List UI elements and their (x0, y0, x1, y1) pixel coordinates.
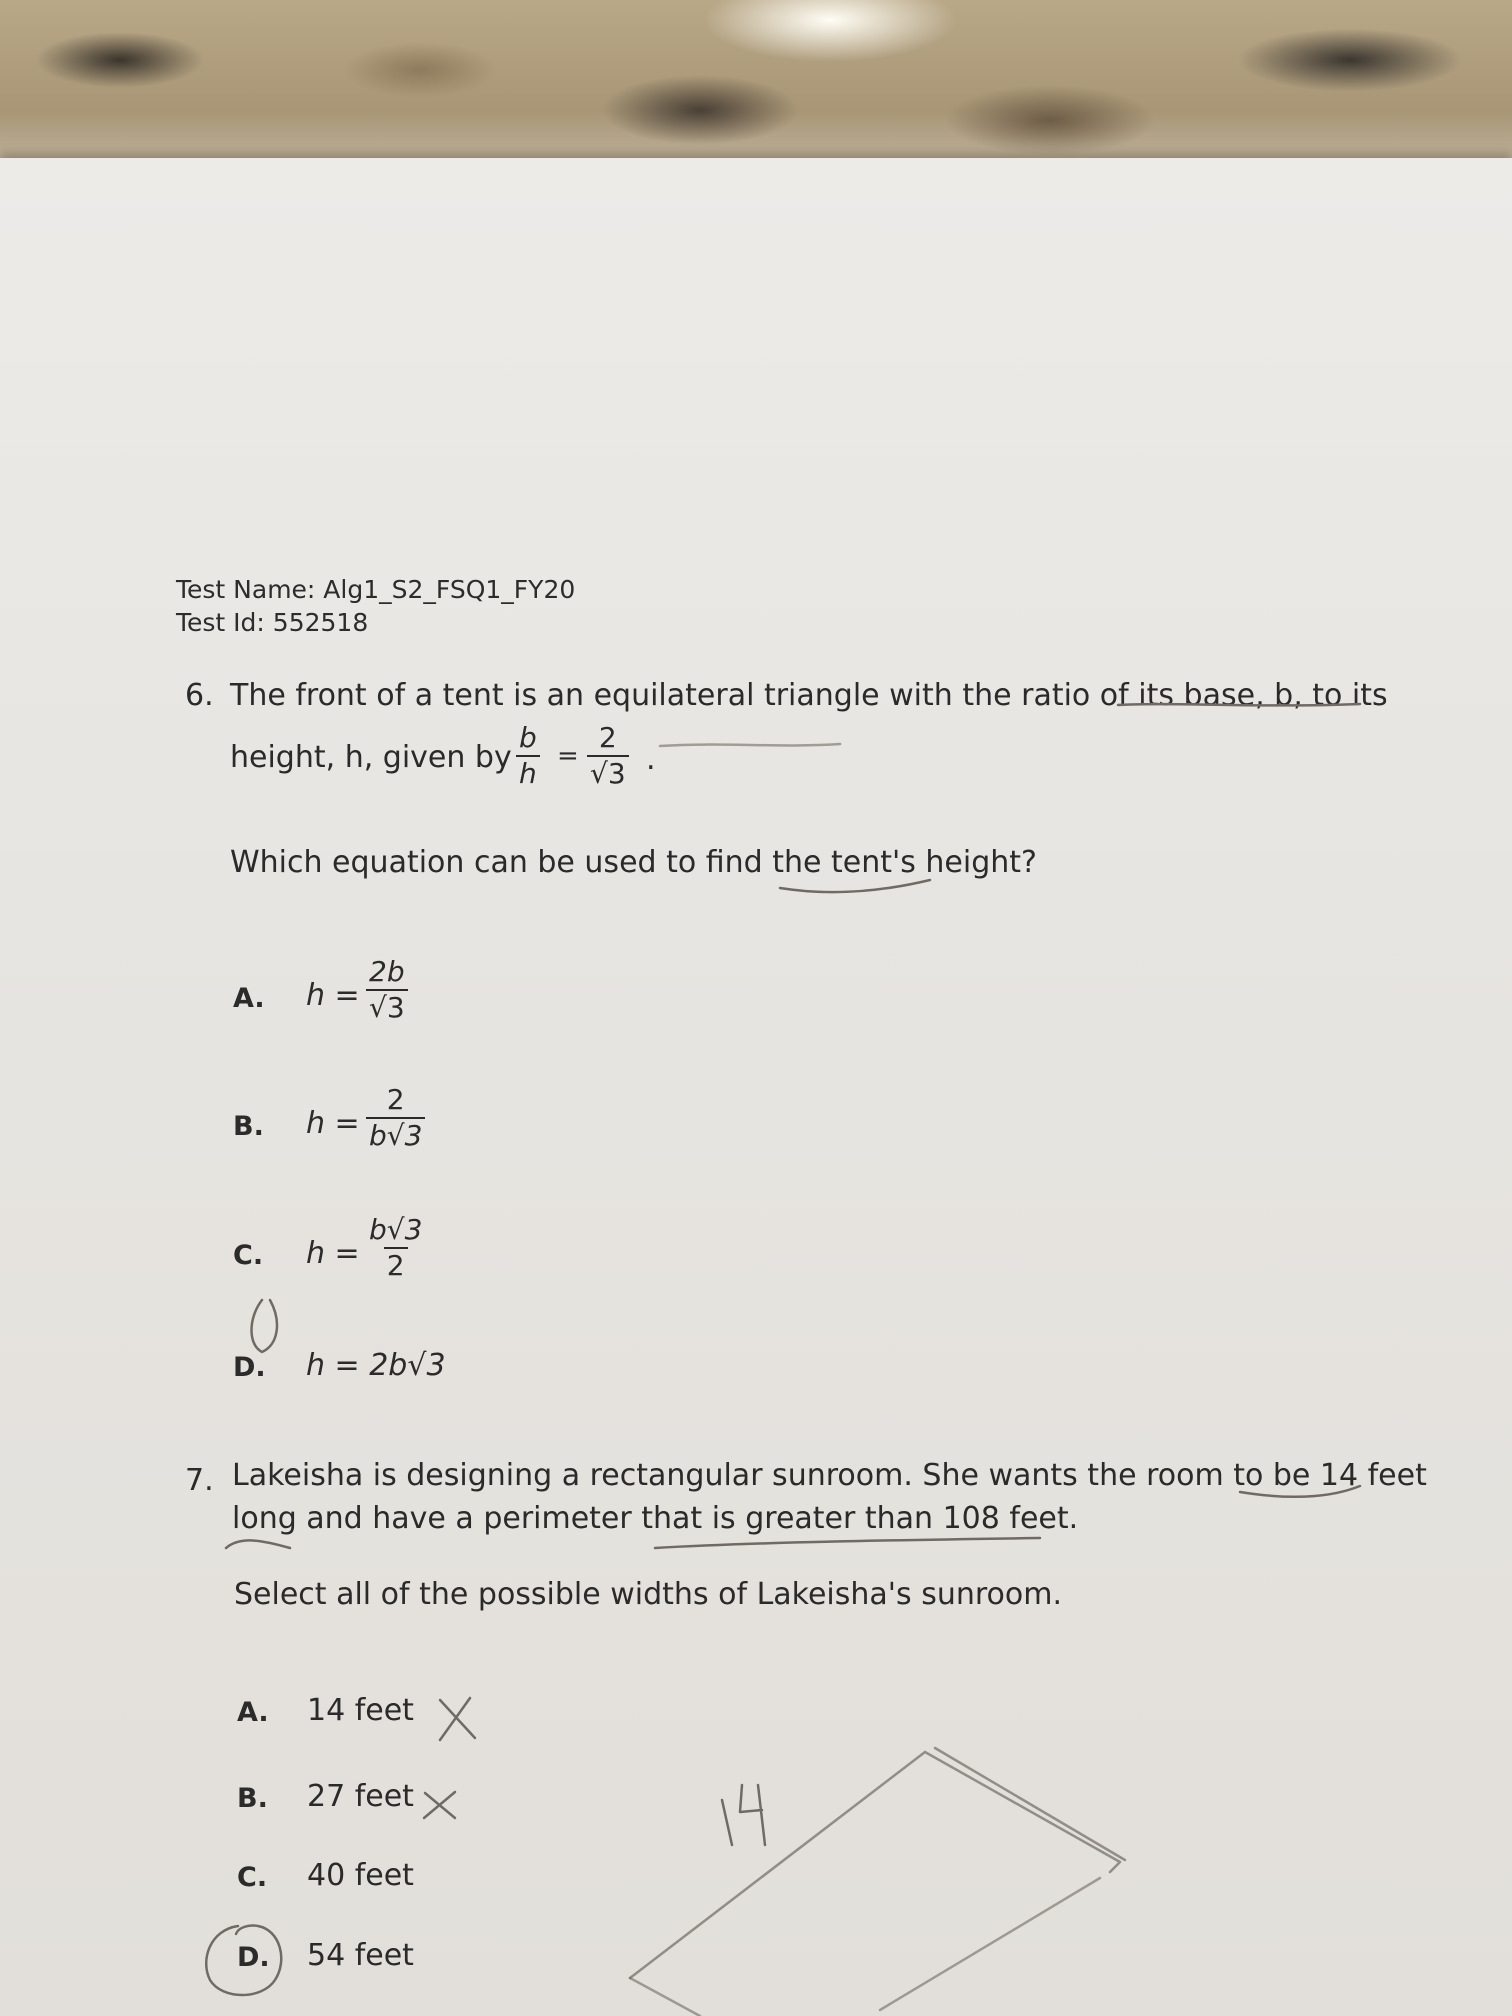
q7-choice-b-letter[interactable]: B. (237, 1783, 268, 1814)
q6-number: 6. (185, 678, 214, 713)
q6-line2-prefix: height, h, given by (230, 740, 512, 775)
x-mark-b (424, 1792, 455, 1818)
test-name: Test Name: Alg1_S2_FSQ1_FY20 (176, 575, 576, 604)
q7-prompt: Select all of the possible widths of Lakeisha's sunroom. (234, 1577, 1063, 1612)
q6-choice-d-letter[interactable]: D. (233, 1352, 266, 1383)
q7-line1: Lakeisha is designing a rectangular sunroom. She wants the room to be 14 feet (232, 1458, 1427, 1493)
q6-choice-a-num: 2b (369, 955, 405, 988)
q6-ratio-num: b (519, 721, 537, 754)
q6-rhs-num: 2 (598, 721, 617, 754)
q6-choice-a-letter[interactable]: A. (233, 983, 265, 1014)
q6-prompt: Which equation can be used to find the tent's height? (230, 845, 1037, 880)
q7-choice-a-text[interactable]: 14 feet (307, 1693, 414, 1728)
q6-choice-a-lhs[interactable]: h = (306, 978, 360, 1013)
q6-choice-b-num: 2 (386, 1083, 405, 1116)
circle-d-answer (206, 1925, 281, 1995)
q7-choice-d-letter[interactable]: D. (237, 1942, 270, 1973)
handwritten-d-answer (252, 1300, 277, 1352)
q6-rhs-den: √3 (587, 755, 629, 788)
q6-line1: The front of a tent is an equilateral triangle with the ratio of its base, b, to its (230, 678, 1388, 713)
q6-ratio-den: h (516, 755, 540, 788)
q7-line2: long and have a perimeter that is greater than 108 feet. (232, 1501, 1079, 1536)
q7-choice-a-letter[interactable]: A. (237, 1697, 269, 1728)
q7-choice-c-letter[interactable]: C. (237, 1862, 268, 1893)
underline-ratio (660, 744, 840, 746)
q6-choice-c-num: b√3 (369, 1213, 423, 1246)
underline-greater (655, 1538, 1040, 1548)
underline-14-feet (1240, 1486, 1360, 1497)
q6-choice-c-letter[interactable]: C. (233, 1240, 264, 1271)
q6-choice-b-lhs[interactable]: h = (306, 1106, 360, 1141)
rectangle-sketch (630, 1748, 1125, 1978)
handwritten-14 (722, 1785, 765, 1845)
q6-choice-c-den: 2 (384, 1247, 408, 1280)
q6-choice-c-lhs[interactable]: h = (306, 1236, 360, 1271)
q7-number: 7. (185, 1463, 214, 1498)
underline-base (1118, 704, 1360, 705)
q6-choice-b-letter[interactable]: B. (233, 1111, 264, 1142)
test-id: Test Id: 552518 (176, 608, 369, 637)
underline-height (780, 880, 930, 892)
q6-equals: = (557, 741, 579, 771)
q6-choice-d-expr[interactable]: h = 2b√3 (306, 1348, 446, 1383)
q6-choice-a-den: √3 (366, 989, 408, 1022)
q6-period: . (646, 742, 656, 777)
rectangle-sketch-lower (630, 1878, 1100, 2016)
q7-choice-c-text[interactable]: 40 feet (307, 1858, 414, 1893)
q6-choice-b-den: b√3 (366, 1117, 425, 1150)
q7-choice-b-text[interactable]: 27 feet (307, 1779, 414, 1814)
underline-long (226, 1540, 290, 1548)
x-mark-a (440, 1698, 475, 1740)
q7-choice-d-text[interactable]: 54 feet (307, 1938, 414, 1973)
